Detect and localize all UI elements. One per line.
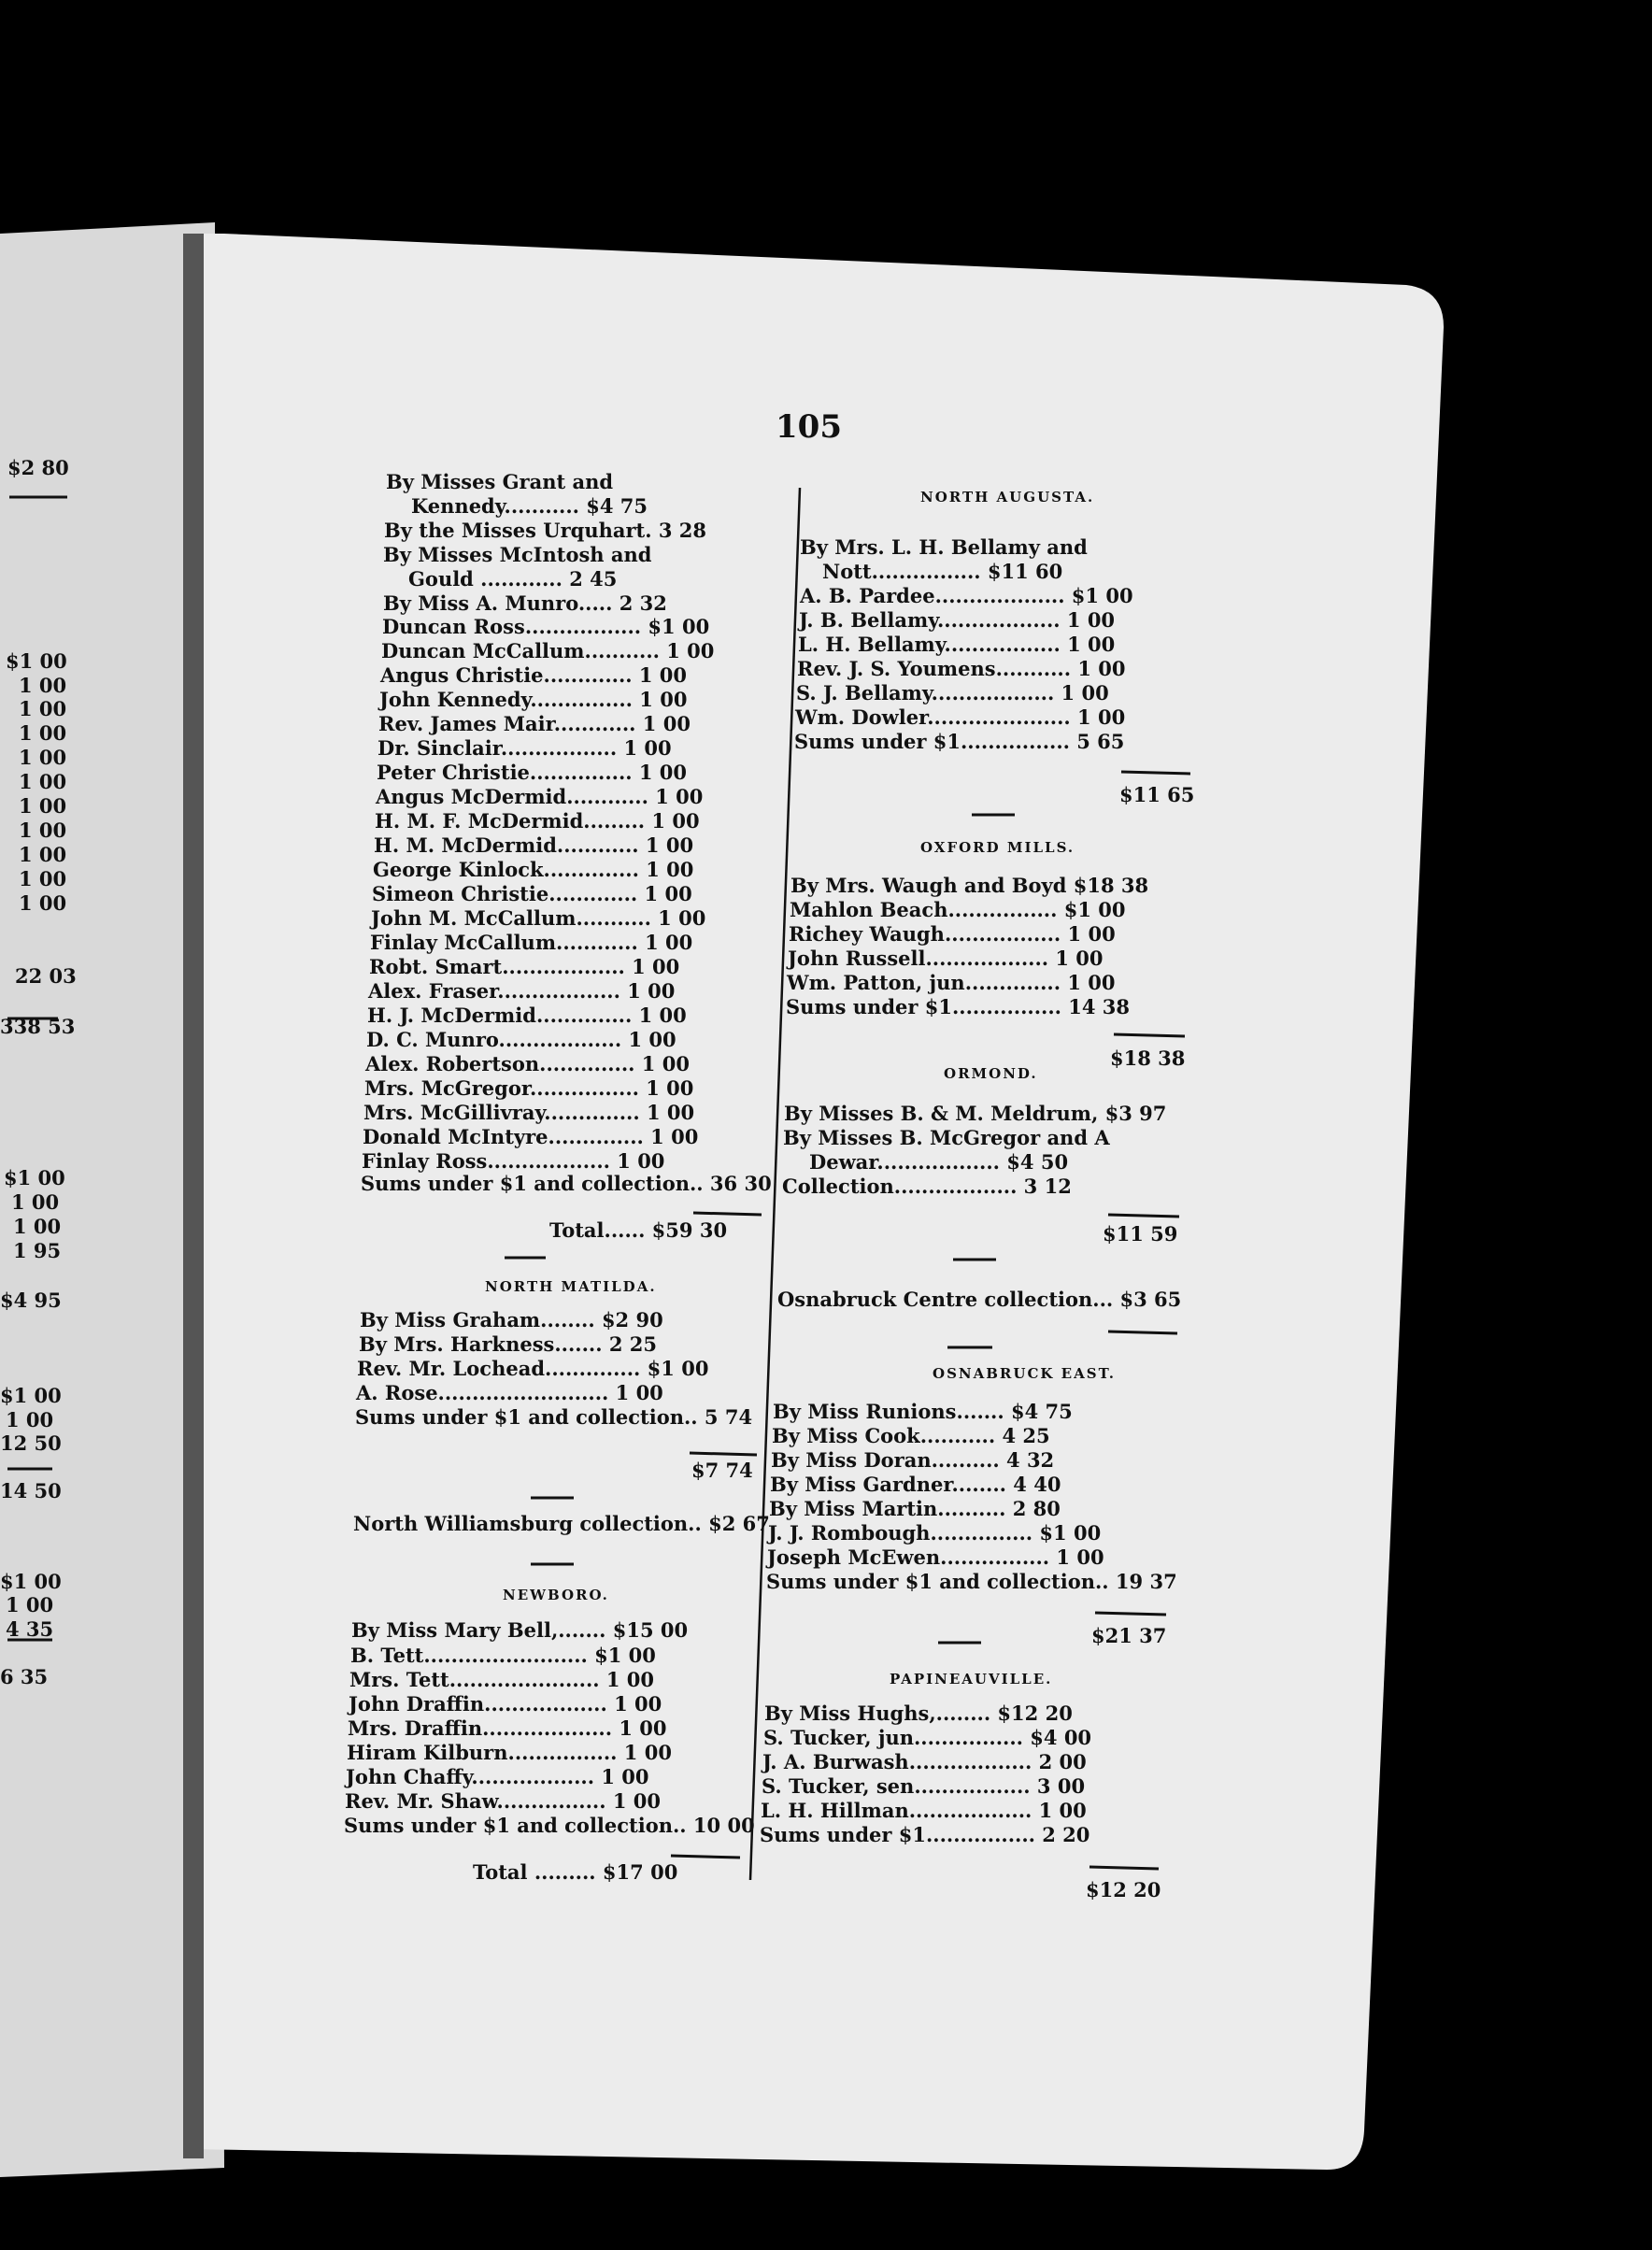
left-page-amount: $1 00: [0, 1384, 62, 1407]
ledger-entry: Sums under $1................ 2 20: [760, 1823, 1090, 1846]
left-page-amount: $1 00: [6, 649, 67, 673]
rule: [690, 1453, 757, 1455]
ledger-entry: Mrs. Tett...................... 1 00: [349, 1668, 655, 1691]
ledger-entry: D. C. Munro.................. 1 00: [366, 1028, 676, 1051]
ledger-entry: H. M. McDermid............ 1 00: [374, 833, 694, 857]
ledger-entry: Mahlon Beach................ $1 00: [790, 898, 1126, 921]
ledger-entry: S. Tucker, jun................ $4 00: [763, 1726, 1092, 1749]
left-page-amount: 1 00: [13, 1215, 62, 1238]
ledger-entry: Richey Waugh................. 1 00: [789, 922, 1116, 946]
ledger-entry: John Russell.................. 1 00: [788, 947, 1104, 970]
ledger-entry: A. B. Pardee................... $1 00: [800, 584, 1133, 607]
ledger-entry: $11 65: [1119, 783, 1195, 806]
ledger-entry: Mrs. Draffin................... 1 00: [348, 1716, 667, 1740]
page-number: 105: [776, 408, 842, 446]
ledger-entry: Finlay Ross.................. 1 00: [362, 1149, 665, 1173]
ledger-entry: Mrs. McGillivray.............. 1 00: [363, 1101, 695, 1124]
left-page-amount: 1 00: [19, 697, 67, 720]
ledger-entry: John Chaffy.................. 1 00: [346, 1765, 649, 1788]
ledger-entry: Rev. Mr. Lochead.............. $1 00: [357, 1357, 709, 1380]
ledger-entry: L. H. Bellamy................. 1 00: [798, 633, 1116, 656]
ledger-entry: By Mrs. Waugh and Boyd $18 38: [790, 874, 1149, 897]
ledger-entry: B. Tett........................ $1 00: [350, 1644, 656, 1667]
left-page-amount: 1 95: [13, 1239, 62, 1262]
ledger-entry: Alex. Fraser.................. 1 00: [368, 979, 676, 1003]
ledger-entry: H. J. McDermid.............. 1 00: [367, 1004, 687, 1027]
ledger-entry: Angus McDermid............ 1 00: [376, 785, 704, 808]
section-heading: OXFORD MILLS.: [920, 839, 1075, 856]
ledger-entry: Collection.................. 3 12: [782, 1175, 1072, 1198]
section-heading: NORTH AUGUSTA.: [920, 489, 1095, 506]
ledger-entry: $11 59: [1103, 1222, 1178, 1246]
section-heading: OSNABRUCK EAST.: [933, 1365, 1117, 1382]
left-page-amount: 1 00: [19, 746, 67, 769]
ledger-entry: H. M. F. McDermid......... 1 00: [375, 809, 700, 833]
ledger-entry: By Miss Cook........... 4 25: [772, 1424, 1050, 1447]
rule: [671, 1856, 740, 1858]
ledger-entry: By Miss Mary Bell,....... $15 00: [351, 1618, 689, 1642]
left-page-amount: 1 00: [6, 1593, 54, 1616]
ledger-entry: John Draffin.................. 1 00: [349, 1692, 662, 1716]
ledger-entry: L. H. Hillman.................. 1 00: [761, 1799, 1087, 1822]
ledger-entry: By Misses B. & M. Meldrum, $3 97: [784, 1102, 1167, 1125]
ledger-entry: By Mrs. L. H. Bellamy and: [800, 535, 1088, 559]
ledger-entry: Gould ............ 2 45: [408, 567, 618, 591]
ledger-entry: Total...... $59 30: [549, 1218, 728, 1242]
left-page-amount: 338 53: [0, 1015, 76, 1038]
rule: [1121, 772, 1190, 774]
left-page-amount: 12 50: [0, 1431, 62, 1455]
left-page-amount: 1 00: [19, 891, 67, 915]
left-page-amount: 6 35: [0, 1665, 49, 1688]
ledger-entry: Sums under $1 and collection.. 5 74: [355, 1405, 753, 1429]
rule: [1089, 1867, 1159, 1869]
left-page-amount: $1 00: [4, 1166, 65, 1189]
left-page-amount: 1 00: [19, 674, 67, 697]
ledger-entry: A. Rose......................... 1 00: [356, 1381, 663, 1404]
ledger-entry: Wm. Patton, jun.............. 1 00: [787, 971, 1116, 994]
ledger-entry: Dewar.................. $4 50: [809, 1150, 1069, 1174]
ledger-entry: By Miss Graham........ $2 90: [360, 1308, 663, 1331]
ledger-entry: Mrs. McGregor................ 1 00: [364, 1076, 694, 1100]
left-page-amount: 1 00: [19, 867, 67, 890]
rule: [1095, 1613, 1166, 1615]
right-page: [187, 234, 1444, 2170]
ledger-entry: By Misses B. McGregor and A: [783, 1126, 1110, 1149]
left-page-amount: 1 00: [19, 819, 67, 842]
ledger-entry: S. Tucker, sen................. 3 00: [762, 1774, 1086, 1798]
ledger-entry: Sums under $1................ 14 38: [786, 995, 1131, 1018]
ledger-entry: Total ......... $17 00: [473, 1860, 678, 1884]
ledger-entry: Angus Christie............. 1 00: [380, 663, 688, 687]
rule: [1108, 1331, 1177, 1333]
ledger-entry: By Miss A. Munro..... 2 32: [383, 591, 667, 615]
section-heading: NORTH MATILDA.: [485, 1278, 657, 1295]
ledger-entry: Hiram Kilburn................ 1 00: [347, 1741, 672, 1764]
left-page-amount: 1 00: [19, 770, 67, 793]
left-page-amount: 1 00: [19, 794, 67, 818]
ledger-entry: By Miss Martin.......... 2 80: [769, 1497, 1061, 1520]
left-page-amount: 1 00: [19, 721, 67, 745]
left-page-amount: $4 95: [0, 1289, 62, 1312]
ledger-entry: $18 38: [1110, 1047, 1186, 1070]
ledger-entry: $12 20: [1086, 1878, 1161, 1901]
section-heading: PAPINEAUVILLE.: [890, 1671, 1053, 1688]
ledger-entry: By Miss Doran.......... 4 32: [771, 1448, 1055, 1472]
ledger-entry: Osnabruck Centre collection... $3 65: [777, 1288, 1182, 1311]
ledger-entry: By Misses McIntosh and: [383, 543, 652, 566]
ledger-entry: By Mrs. Harkness....... 2 25: [359, 1332, 657, 1356]
ledger-entry: Nott................ $11 60: [822, 560, 1063, 583]
ledger-entry: Simeon Christie............. 1 00: [372, 882, 692, 905]
ledger-entry: Duncan McCallum........... 1 00: [381, 639, 715, 662]
ledger-entry: North Williamsburg collection.. $2 67: [353, 1512, 770, 1535]
ledger-entry: George Kinlock.............. 1 00: [373, 858, 694, 881]
ledger-entry: J. A. Burwash.................. 2 00: [762, 1750, 1087, 1773]
ledger-entry: Sums under $1 and collection.. 19 37: [766, 1570, 1177, 1593]
ledger-entry: By Miss Hughs,........ $12 20: [764, 1702, 1073, 1725]
ledger-entry: Kennedy........... $4 75: [411, 494, 648, 518]
ledger-entry: Robt. Smart.................. 1 00: [369, 955, 680, 978]
ledger-entry: By Miss Runions....... $4 75: [773, 1400, 1073, 1423]
ledger-entry: Finlay McCallum............ 1 00: [370, 931, 693, 954]
ledger-entry: Rev. Mr. Shaw................ 1 00: [345, 1789, 661, 1813]
ledger-entry: By the Misses Urquhart. 3 28: [384, 519, 707, 542]
ledger-entry: Rev. J. S. Youmens........... 1 00: [797, 657, 1126, 680]
ledger-entry: Duncan Ross................. $1 00: [382, 615, 710, 638]
ledger-entry: By Misses Grant and: [386, 470, 614, 493]
left-page-amount: 1 00: [6, 1408, 54, 1431]
left-page-amount: 4 35: [6, 1617, 54, 1641]
section-heading: NEWBORO.: [503, 1587, 609, 1603]
rule: [693, 1213, 762, 1215]
ledger-entry: $7 74: [691, 1459, 753, 1482]
ledger-entry: Alex. Robertson.............. 1 00: [365, 1052, 690, 1075]
ledger-entry: J. B. Bellamy.................. 1 00: [799, 608, 1116, 632]
rule: [1114, 1034, 1185, 1036]
ledger-entry: J. J. Rombough............... $1 00: [768, 1521, 1102, 1545]
ledger-entry: Peter Christie............... 1 00: [377, 761, 688, 784]
ledger-entry: Sums under $1................ 5 65: [794, 730, 1125, 753]
ledger-entry: Sums under $1 and collection.. 10 00: [344, 1814, 755, 1837]
left-page-amount: 1 00: [19, 843, 67, 866]
ledger-entry: S. J. Bellamy.................. 1 00: [796, 681, 1109, 705]
section-heading: ORMOND.: [944, 1065, 1038, 1082]
left-page-amount: 1 00: [11, 1190, 60, 1214]
ledger-entry: John M. McCallum........... 1 00: [371, 906, 706, 930]
ledger-entry: Donald McIntyre.............. 1 00: [363, 1125, 699, 1148]
ledger-entry: Wm. Dowler..................... 1 00: [795, 705, 1126, 729]
ledger-entry: $21 37: [1091, 1624, 1167, 1647]
left-page-amount: $2 80: [7, 456, 69, 479]
ledger-entry: Rev. James Mair............ 1 00: [378, 712, 691, 735]
left-page-amount: 22 03: [15, 964, 77, 988]
binding-gutter: [183, 234, 204, 2158]
ledger-entry: By Miss Gardner........ 4 40: [770, 1473, 1061, 1496]
ledger-entry: Dr. Sinclair................. 1 00: [377, 736, 672, 760]
ledger-entry: Joseph McEwen................ 1 00: [767, 1545, 1104, 1569]
left-page-amount: $1 00: [0, 1570, 62, 1593]
left-page-amount: 14 50: [0, 1479, 62, 1502]
ledger-entry: John Kennedy............... 1 00: [379, 688, 688, 711]
rule: [1108, 1215, 1179, 1217]
ledger-entry: Sums under $1 and collection.. 36 30: [361, 1172, 772, 1195]
